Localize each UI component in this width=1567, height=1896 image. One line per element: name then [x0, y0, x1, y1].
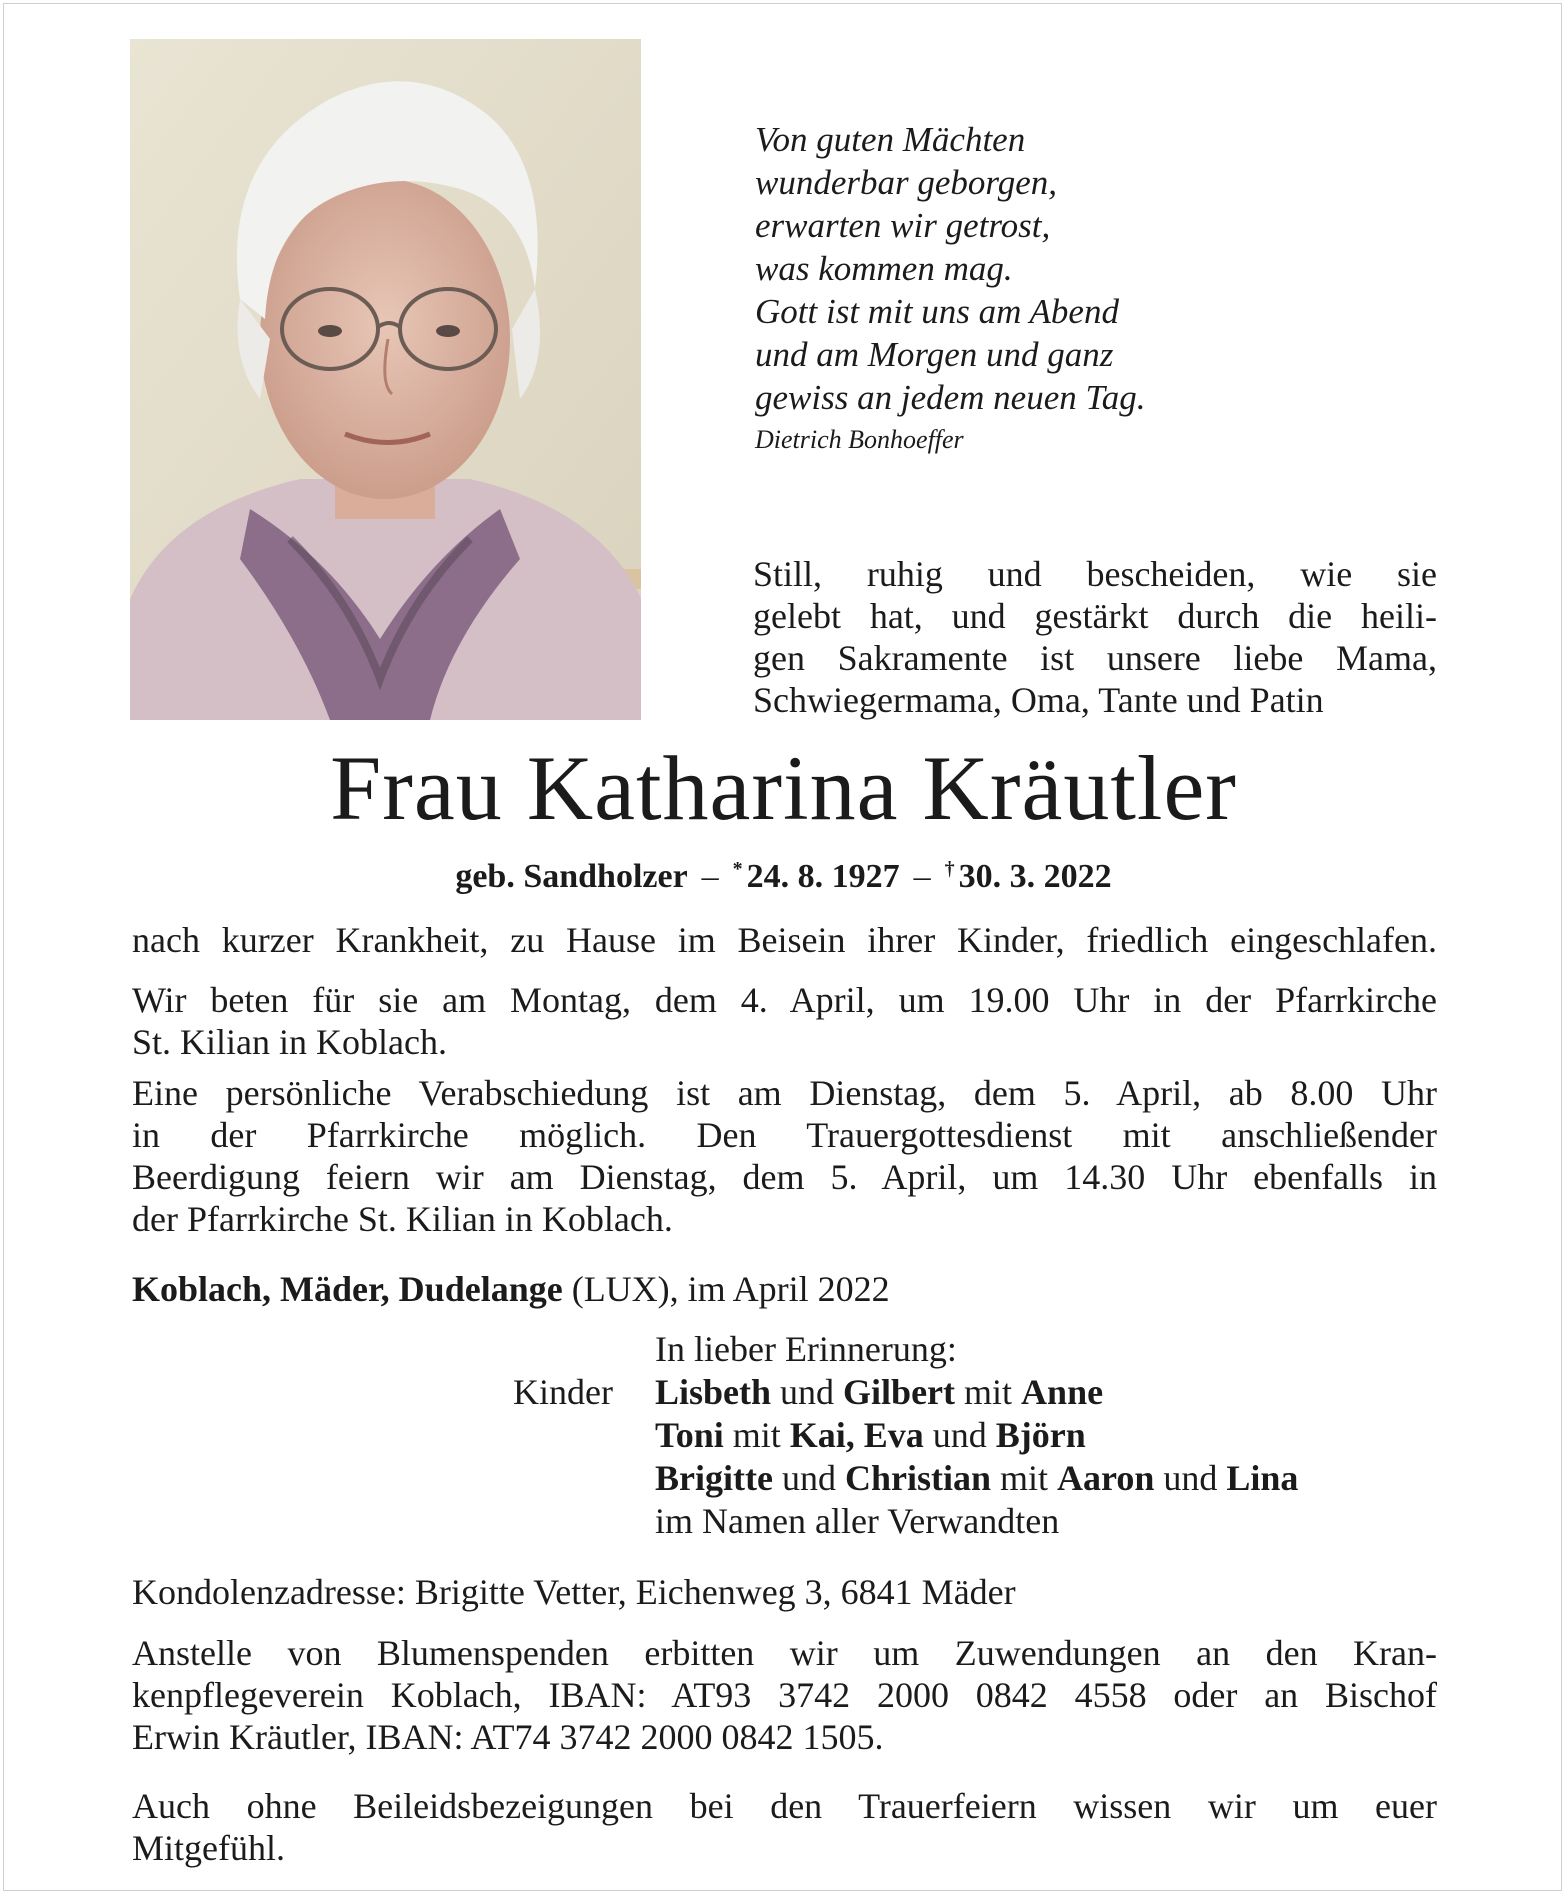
family-name: Björn	[995, 1415, 1086, 1455]
place-rest: (LUX), im April 2022	[562, 1269, 890, 1309]
poem-line: und am Morgen und ganz	[755, 335, 1114, 374]
life-dates	[0, 858, 1567, 896]
connector: mit	[723, 1415, 790, 1455]
body-line: kenpflegeverein Koblach, IBAN: AT93 3742 2000 0842 4558 oder an Bischof	[132, 1675, 1437, 1715]
memory-heading: In lieber Erinnerung:	[655, 1329, 957, 1369]
family-name: Lisbeth	[655, 1372, 772, 1412]
paragraph-prayer	[132, 979, 1437, 1063]
death-date: 30. 3. 2022	[958, 858, 1112, 895]
poem-line: was kommen mag.	[755, 249, 1013, 288]
paragraph-funeral	[132, 1072, 1437, 1240]
kinder-label: Kinder	[513, 1372, 613, 1412]
connector: mit	[955, 1372, 1022, 1412]
body-line: Mitgefühl.	[132, 1828, 285, 1868]
poem-line: erwarten wir getrost,	[755, 206, 1051, 245]
birth-date: 24. 8. 1927	[746, 858, 900, 895]
family-line	[655, 1414, 1298, 1457]
connector: und	[923, 1415, 996, 1455]
family-name: Lina	[1226, 1458, 1299, 1498]
deceased-name: Frau Katharina Kräutler	[330, 737, 1237, 839]
intro-text	[753, 553, 1437, 721]
death-symbol: †	[944, 858, 955, 880]
poem-line: Von guten Mächten	[755, 120, 1026, 159]
body-line: Auch ohne Beileidsbezeigungen bei den Trauerfeiern wissen wir um euer	[132, 1786, 1437, 1826]
body-line: St. Kilian in Koblach.	[132, 1022, 447, 1062]
intro-line: Still, ruhig und bescheiden, wie sie	[753, 554, 1437, 594]
birth-symbol: *	[732, 858, 743, 880]
body-line: der Pfarrkirche St. Kilian in Koblach.	[132, 1199, 673, 1239]
poem-line: gewiss an jedem neuen Tag.	[755, 378, 1146, 417]
memory-closing: im Namen aller Verwandten	[655, 1501, 1060, 1541]
poem-line: Gott ist mit uns am Abend	[755, 292, 1119, 331]
condolence-address	[132, 1571, 1437, 1613]
dash: –	[701, 858, 719, 895]
body-line: Kondolenzadresse: Brigitte Vetter, Eichenweg 3, 6841 Mäder	[132, 1572, 1016, 1612]
family-name: Christian	[844, 1458, 991, 1498]
place-date	[132, 1268, 890, 1310]
poem-line: wunderbar geborgen,	[755, 163, 1058, 202]
intro-line: gelebt hat, und gestärkt durch die heili-	[753, 596, 1437, 636]
intro-line: Schwiegermama, Oma, Tante und Patin	[753, 680, 1324, 720]
body-line: Wir beten für sie am Montag, dem 4. April, um 19.00 Uhr in der Pfarrkirche	[132, 980, 1437, 1020]
body-line: Erwin Kräutler, IBAN: AT74 3742 2000 0842 1505.	[132, 1717, 884, 1757]
portrait-image	[130, 39, 641, 720]
family-name: Gilbert	[843, 1372, 956, 1412]
body-line: nach kurzer Krankheit, zu Hause im Beisein ihrer Kinder, friedlich eingeschlafen.	[132, 920, 1437, 960]
family-line	[655, 1457, 1298, 1500]
memory-block	[655, 1328, 1298, 1543]
donation-note	[132, 1632, 1437, 1758]
paragraph-passing	[132, 919, 1437, 961]
intro-line: gen Sakramente ist unsere liebe Mama,	[753, 638, 1437, 678]
family-name: Toni	[655, 1415, 724, 1455]
family-line	[655, 1371, 1298, 1414]
connector: mit	[990, 1458, 1057, 1498]
family-name: Aaron	[1057, 1458, 1155, 1498]
body-line: Beerdigung feiern wir am Dienstag, dem 5. April, um 14.30 Uhr ebenfalls in	[132, 1157, 1437, 1197]
body-line: Anstelle von Blumenspenden erbitten wir um Zuwendungen an den Kran-	[132, 1633, 1437, 1673]
poem-author: Dietrich Bonhoeffer	[755, 425, 964, 454]
family-name: Brigitte	[655, 1458, 773, 1498]
connector: und	[771, 1372, 844, 1412]
dash: –	[913, 858, 931, 895]
body-line: Eine persönliche Verabschiedung ist am Dienstag, dem 5. April, ab 8.00 Uhr	[132, 1073, 1437, 1113]
maiden-name: geb. Sandholzer	[455, 858, 688, 895]
connector: und	[1154, 1458, 1227, 1498]
portrait-photo	[130, 39, 641, 720]
family-name: Anne	[1021, 1372, 1104, 1412]
connector: und	[772, 1458, 845, 1498]
poem	[755, 118, 1315, 419]
family-name: Kai, Eva	[789, 1415, 924, 1455]
place-names: Koblach, Mäder, Dudelange	[132, 1269, 563, 1309]
body-line: in der Pfarrkirche möglich. Den Trauergottesdienst mit anschließender	[132, 1115, 1437, 1155]
closing-note	[132, 1785, 1437, 1869]
